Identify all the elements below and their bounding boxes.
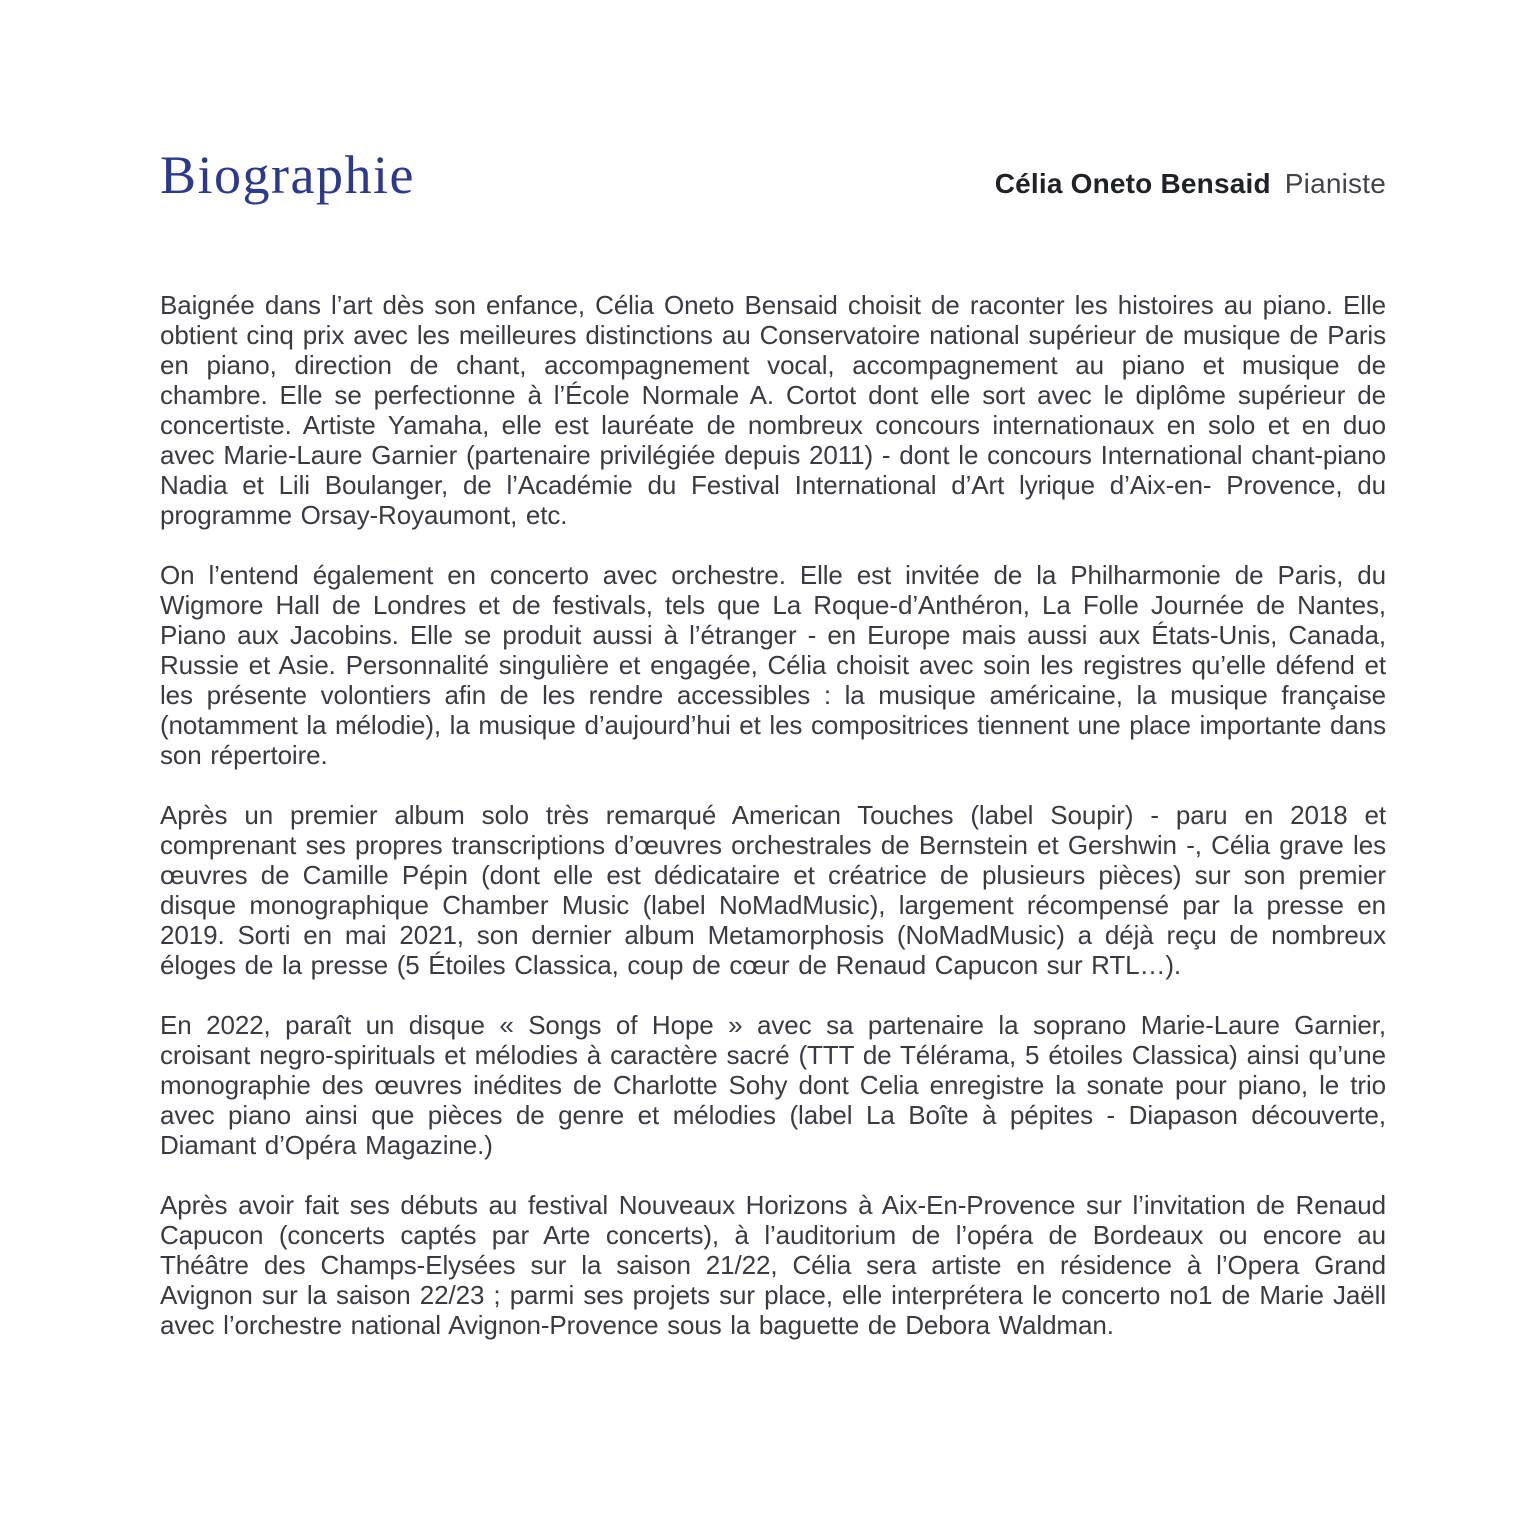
bio-paragraph-2022-releases: En 2022, paraît un disque « Songs of Hope » avec sa partenaire la soprano Marie-Laure Garnier, croisant negro-spirituals et mélodies à caractère sacré (TTT de Télérama, 5 étoiles Classica) ainsi qu’une monographie des œuvres inédites de Charlotte Sohy dont Celia enregistre la sonate pour piano, le trio avec piano ainsi que pièces de genre et mélodies (label La Boîte à pépites - Diapason découverte, Diamant d’Opéra Magazine.)	[160, 1010, 1386, 1160]
bio-paragraph-albums: Après un premier album solo très remarqué American Touches (label Soupir) - paru en 2018 et comprenant ses propres transcriptions d’œuvres orchestrales de Bernstein et Gershwin -, Célia grave les œuvres de Camille Pépin (dont elle est dédicataire et créatrice de plusieurs pièces) sur son premier disque monographique Chamber Music (label NoMadMusic), largement récompensé par la presse en 2019. Sorti en mai 2021, son dernier album Metamorphosis (NoMadMusic) a déjà reçu de nombreux éloges de la presse (5 Étoiles Classica, coup de cœur de Renaud Capucon sur RTL…).	[160, 800, 1386, 980]
artist-name: Célia Oneto Bensaid	[994, 168, 1271, 199]
page-title: Biographie	[160, 145, 415, 205]
byline	[995, 168, 1386, 200]
bio-paragraph-early-training: Baignée dans l’art dès son enfance, Célia Oneto Bensaid choisit de raconter les histoires au piano. Elle obtient cinq prix avec les meilleures distinctions au Conservatoire national supérieur de musique de Paris en piano, direction de chant, accompagnement vocal, accompagnement au piano et musique de chambre. Elle se perfectionne à l’École Normale A. Cortot dont elle sort avec le diplôme supérieur de concertiste. Artiste Yamaha, elle est lauréate de nombreux concours internationaux en solo et en duo avec Marie-Laure Garnier (partenaire privilégiée depuis 2011) - dont le concours International chant-piano Nadia et Lili Boulanger, de l’Académie du Festival International d’Art lyrique d’Aix-en- Provence, du programme Orsay-Royaumont, etc.	[160, 290, 1386, 530]
bio-paragraph-residencies: Après avoir fait ses débuts au festival Nouveaux Horizons à Aix-En-Provence sur l’invitation de Renaud Capucon (concerts captés par Arte concerts), à l’auditorium de l’opéra de Bordeaux ou encore au Théâtre des Champs-Elysées sur la saison 21/22, Célia sera artiste en résidence à l’Opera Grand Avignon sur la saison 22/23 ; parmi ses projets sur place, elle interprétera le concerto no1 de Marie Jaëll avec l’orchestre national Avignon-Provence sous la baguette de Debora Waldman.	[160, 1190, 1386, 1340]
biography-text	[160, 290, 1386, 1340]
page-header	[160, 145, 1386, 205]
artist-role: Pianiste	[1284, 168, 1386, 199]
bio-paragraph-concerts-repertoire: On l’entend également en concerto avec orchestre. Elle est invitée de la Philharmonie de Paris, du Wigmore Hall de Londres et de festivals, tels que La Roque-d’Anthéron, La Folle Journée de Nantes, Piano aux Jacobins. Elle se produit aussi à l’étranger - en Europe mais aussi aux États-Unis, Canada, Russie et Asie. Personnalité singulière et engagée, Célia choisit avec soin les registres qu’elle défend et les présente volontiers afin de les rendre accessibles : la musique américaine, la musique française (notamment la mélodie), la musique d’aujourd’hui et les compositrices tiennent une place importante dans son répertoire.	[160, 560, 1386, 770]
